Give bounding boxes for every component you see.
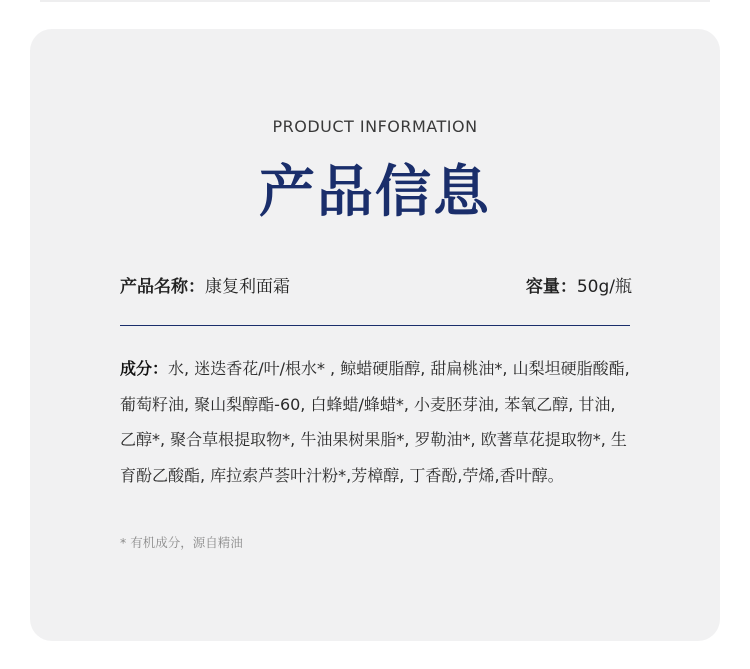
capacity-value: 50g/瓶 bbox=[576, 277, 632, 297]
top-divider bbox=[40, 0, 710, 2]
ingredients-list bbox=[120, 351, 636, 493]
capacity-label: 容量： bbox=[525, 277, 577, 297]
ingredients-text: 水, 迷迭香花/叶/根水* , 鲸蜡硬脂醇, 甜扁桃油*, 山梨坦硬脂酸酯, 葡萄籽油, 聚山梨醇酯-60, 白蜂蜡/蜂蜡*, 小麦胚芽油, 苯氧乙醇, 甘油, 乙醇*, 聚合草根提取物*, 牛油果树果脂*, 罗勒油*, 欧蓍草花提取物*, 生育酚乙酸酯, 库拉索芦荟叶汁粉*,芳樟醇, 丁香酚,苧烯,香叶醇。 bbox=[120, 359, 630, 485]
product-name bbox=[120, 275, 290, 299]
section-divider bbox=[120, 325, 630, 326]
organic-footnote: * 有机成分，源自精油 bbox=[120, 535, 243, 550]
product-summary-row bbox=[120, 275, 632, 299]
product-capacity bbox=[526, 275, 632, 299]
product-name-value: 康复利面霜 bbox=[205, 277, 290, 297]
product-name-label: 产品名称： bbox=[120, 277, 205, 297]
section-eyebrow: PRODUCT INFORMATION bbox=[272, 117, 478, 136]
product-info-card bbox=[30, 29, 720, 641]
ingredients-label: 成分： bbox=[120, 359, 169, 378]
section-title: 产品信息 bbox=[259, 160, 491, 225]
